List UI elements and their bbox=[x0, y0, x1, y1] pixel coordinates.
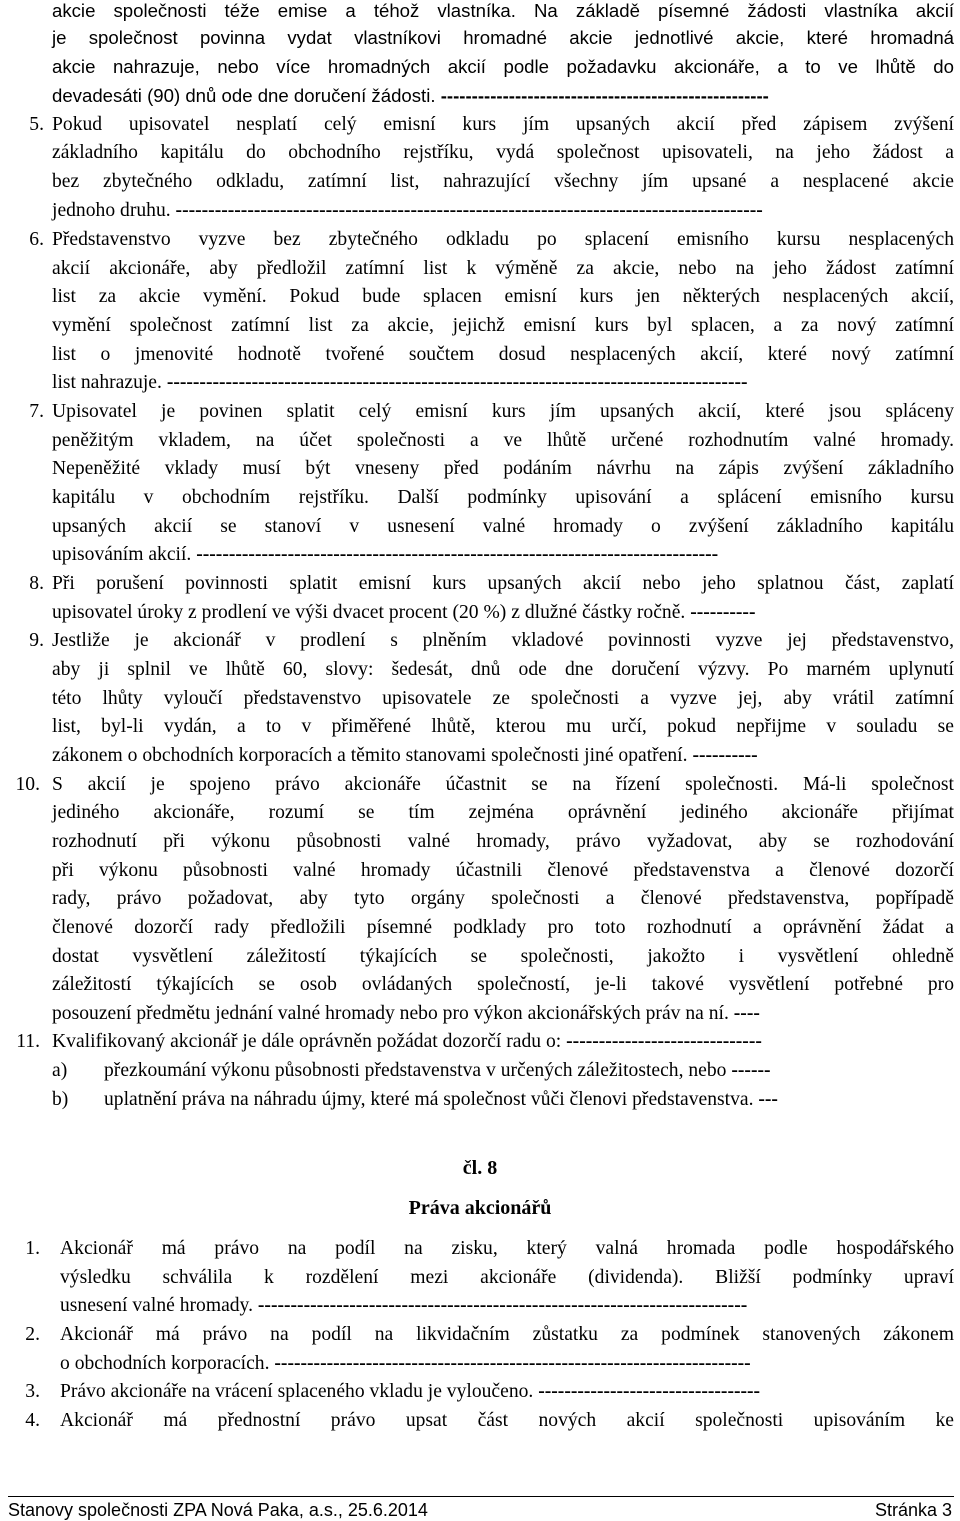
text-line: S akcií je spojeno právo akcionáře účastnit se na řízení společnosti. Má-li společnost bbox=[52, 774, 954, 795]
text-span: posouzení předmětu jednání valné hromady nebo pro výkon akcionářských práv na ní. bbox=[52, 1003, 729, 1024]
text-line: při výkonu působnosti valné hromady účastnili členové představenstva a členové dozorčí bbox=[52, 860, 954, 881]
text-span: uplatnění práva na náhradu újmy, které má společnost vůči členovi představenstva. bbox=[104, 1089, 754, 1110]
text-line: akcie nahrazuje, nebo více hromadných akcií podle požadavku akcionáře, a to ve lhůtě do bbox=[52, 56, 954, 77]
article-title: Práva akcionářů bbox=[408, 1197, 552, 1219]
text-line bbox=[52, 744, 758, 768]
dash-filler: ------ bbox=[731, 1060, 771, 1081]
text-line: dostat vysvětlení záležitostí týkajících se společnosti, jakožto i vysvětlení ohledně bbox=[52, 946, 954, 967]
text-line bbox=[60, 1352, 751, 1376]
text-line: bez zbytečného odkladu, zatímní list, nahrazující všechny jím upsané a nesplacené akcie bbox=[52, 171, 954, 192]
paragraph-number: 5. bbox=[29, 114, 44, 135]
text-line: list, byl-li vydán, a to v přiměřené lhůtě, kterou mu určí, pokud nepřijme v souladu se bbox=[52, 716, 954, 737]
paragraph-number: 9. bbox=[29, 630, 44, 651]
text-span: zákonem o obchodních korporacích a těmito stanovami společnosti jiné opatření. bbox=[52, 745, 688, 766]
text-line: je společnost povinna vydat vlastníkovi hromadné akcie jednotlivé akcie, které hromadná bbox=[52, 27, 954, 48]
article-number: čl. 8 bbox=[462, 1157, 498, 1179]
footer-rule bbox=[8, 1496, 954, 1497]
text-span: devadesáti (90) dnů ode dne doručení žádosti. bbox=[52, 85, 436, 106]
text-line bbox=[52, 84, 769, 108]
text-line: výsledku schválila k rozdělení mezi akcionáře (dividenda). Bližší podmínky upraví bbox=[60, 1267, 954, 1288]
text-line: Akcionář má přednostní právo upsat část nových akcií společnosti upisováním ke bbox=[60, 1410, 954, 1431]
text-span: list nahrazuje. bbox=[52, 372, 162, 393]
text-line: akcie společnosti téže emise a téhož vlastníka. Na základě písemné žádosti vlastníka akcií bbox=[52, 0, 954, 21]
footer-document-name: Stanovy společnosti ZPA Nová Paka, a.s., 25.6.2014 bbox=[8, 1500, 428, 1520]
dash-filler: ------------------------------------------------------------------------------------------ bbox=[175, 200, 763, 221]
text-line: akcií akcionáře, aby předložil zatímní list k výměně za akcie, nebo na jeho žádost zatímní bbox=[52, 258, 954, 279]
paragraph-number: 3. bbox=[25, 1381, 40, 1402]
text-line: vymění společnost zatímní list za akcie, jejichž emisní kurs byl splacen, a za nový zatímní bbox=[52, 315, 954, 336]
text-line: list o jmenovité hodnotě tvořené součtem dosud nesplacených akcií, které nový zatímní bbox=[52, 344, 954, 365]
footer-page-number: Stránka 3 bbox=[874, 1500, 952, 1520]
dash-filler: ---------- bbox=[690, 602, 756, 623]
text-span: usnesení valné hromady. bbox=[60, 1295, 253, 1316]
text-line bbox=[52, 371, 748, 395]
text-line: list za akcie vymění. Pokud bude splacen emisní kurs jen některých nesplacených akcií, bbox=[52, 286, 954, 307]
text-line: Nepeněžité vklady musí být vneseny před podáním návrhu na zápis zvýšení základního bbox=[52, 458, 954, 479]
text-line: Při porušení povinnosti splatit emisní kurs upsaných akcií nebo jeho splatnou část, zaplatí bbox=[52, 573, 954, 594]
text-line: Akcionář má právo na podíl na zisku, který valná hromada podle hospodářského bbox=[60, 1238, 954, 1259]
text-line: aby ji splnil ve lhůtě 60, slovy: šedesát, dnů ode dne doručení výzvy. Po marném uplynutí bbox=[52, 659, 954, 680]
text-line: základního kapitálu do obchodního rejstříku, vydá společnost upisovateli, na jeho žádost a bbox=[52, 142, 954, 163]
text-line: peněžitým vkladem, na účet společnosti a ve lhůtě určené rozhodnutím valné hromady. bbox=[52, 430, 954, 451]
text-line: členové dozorčí rady předložili písemné podklady pro toto rozhodnutí a oprávnění žádat a bbox=[52, 917, 954, 938]
text-line bbox=[52, 199, 763, 223]
paragraph-number: 6. bbox=[29, 229, 44, 250]
text-line: této lhůty vyloučí představenstvo upisovatele ze společnosti a vyzve jej, aby vrátil zatímní bbox=[52, 688, 954, 709]
paragraph-number: 1. bbox=[25, 1238, 40, 1259]
dash-filler: ------------------------------ bbox=[566, 1031, 762, 1052]
dash-filler: -------------------------------------------------------------------------------- bbox=[196, 544, 719, 565]
paragraph-number: 4. bbox=[25, 1410, 40, 1431]
text-line: rozhodnutí při výkonu působnosti valné hromady, právo vyžadovat, aby se rozhodování bbox=[52, 831, 954, 852]
dash-filler: --- bbox=[758, 1089, 778, 1110]
dash-filler: ----------------------------------------------------- bbox=[440, 85, 769, 106]
paragraph-number: 7. bbox=[29, 401, 44, 422]
dash-filler: ------------------------------------------------------------------------- bbox=[274, 1353, 751, 1374]
text-span: upisováním akcií. bbox=[52, 544, 192, 565]
text-span: o obchodních korporacích. bbox=[60, 1353, 270, 1374]
text-line bbox=[52, 1002, 760, 1026]
text-line bbox=[52, 601, 755, 625]
text-line: jediného akcionáře, rozumí se tím zejména oprávnění jediného akcionáře přijímat bbox=[52, 802, 954, 823]
list-letter: b) bbox=[52, 1089, 69, 1110]
text-line bbox=[104, 1059, 771, 1083]
paragraph-number: 8. bbox=[29, 573, 44, 594]
text-line bbox=[52, 1030, 762, 1054]
text-span: upisovatel úroky z prodlení ve výši dvacet procent (20 %) z dlužné částky ročně. bbox=[52, 602, 686, 623]
text-line: Pokud upisovatel nesplatí celý emisní kurs jím upsaných akcií před zápisem zvýšení bbox=[52, 114, 954, 135]
dash-filler: --------------------------------------------------------------------------- bbox=[257, 1295, 748, 1316]
text-line: Akcionář má právo na podíl na likvidačním zůstatku za podmínek stanovených zákonem bbox=[60, 1324, 954, 1345]
text-span: jednoho druhu. bbox=[52, 200, 171, 221]
text-span: Kvalifikovaný akcionář je dále oprávněn požádat dozorčí radu o: bbox=[52, 1031, 562, 1052]
dash-filler: ---------- bbox=[692, 745, 758, 766]
dash-filler: ----------------------------------------------------------------------------------------- bbox=[166, 372, 748, 393]
text-line bbox=[104, 1088, 778, 1112]
text-line: Představenstvo vyzve bez zbytečného odkladu po splacení emisního kursu nesplacených bbox=[52, 229, 954, 250]
list-letter: a) bbox=[52, 1060, 68, 1081]
text-line bbox=[60, 1294, 747, 1318]
text-line: rady, právo požadovat, aby tyto orgány společnosti a členové představenstva, popřípadě bbox=[52, 888, 954, 909]
text-line bbox=[60, 1380, 760, 1404]
paragraph-number: 2. bbox=[25, 1324, 40, 1345]
text-line bbox=[52, 543, 718, 567]
text-line: záležitostí týkajících se osob ovládaných společností, je-li takové vysvětlení potřebné pro bbox=[52, 974, 954, 995]
dash-filler: ---------------------------------- bbox=[538, 1381, 761, 1402]
paragraph-number: 10. bbox=[15, 774, 40, 795]
text-line: Upisovatel je povinen splatit celý emisní kurs jím upsaných akcií, které jsou spláceny bbox=[52, 401, 954, 422]
dash-filler: ---- bbox=[733, 1003, 760, 1024]
paragraph-number: 11. bbox=[16, 1031, 40, 1052]
text-span: Právo akcionáře na vrácení splaceného vkladu je vyloučeno. bbox=[60, 1381, 534, 1402]
text-span: přezkoumání výkonu působnosti představenstva v určených záležitostech, nebo bbox=[104, 1060, 727, 1081]
text-line: upsaných akcií se stanoví v usnesení valné hromady o zvýšení základního kapitálu bbox=[52, 516, 954, 537]
text-line: kapitálu v obchodním rejstříku. Další podmínky upisování a splácení emisního kursu bbox=[52, 487, 954, 508]
text-line: Jestliže je akcionář v prodlení s plněním vkladové povinnosti vyzve jej představenstvo, bbox=[52, 630, 954, 651]
